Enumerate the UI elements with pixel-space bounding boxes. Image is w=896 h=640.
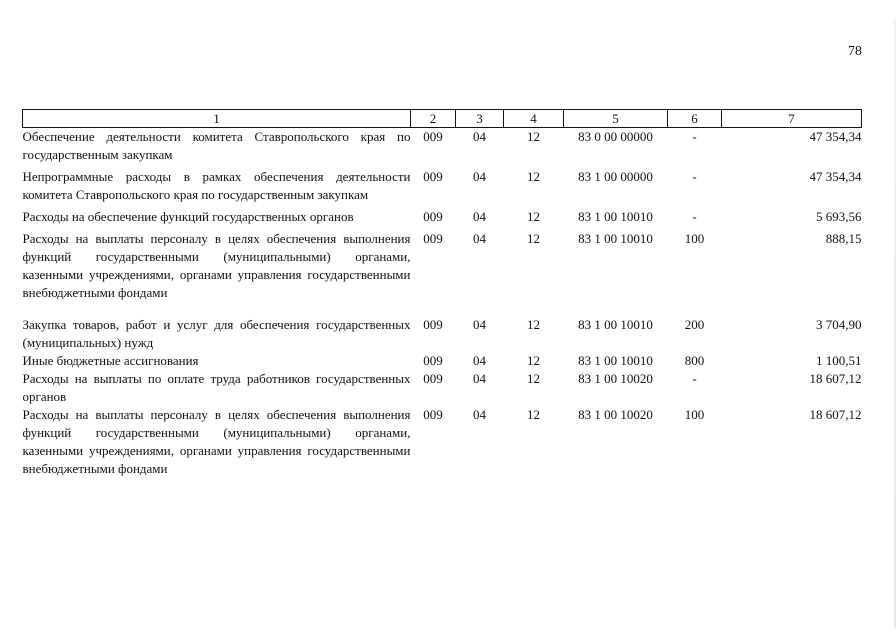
row-type: 100	[684, 407, 705, 422]
row-amount: 888,15	[825, 231, 862, 246]
header-col-4: 4	[504, 110, 564, 128]
row-type: 200	[684, 317, 705, 332]
table-row	[23, 164, 862, 204]
table-row	[23, 204, 862, 226]
row-target: 83 1 00 10010	[578, 209, 653, 224]
row-ministry: 009	[423, 231, 443, 246]
row-name: Расходы на выплаты персоналу в целях обеспечения выполнения функций государственными (муниципальными) органами, казенными учреждениями, органами управления государственными внебюджетными фондами	[22, 231, 411, 300]
row-type: 800	[684, 353, 705, 368]
row-section: 04	[473, 209, 486, 224]
table-row	[23, 226, 862, 302]
row-name: Иные бюджетные ассигнования	[22, 353, 199, 368]
header-col-6: 6	[668, 110, 722, 128]
row-name: Расходы на выплаты персоналу в целях обеспечения выполнения функций государственными (муниципальными) органами, казенными учреждениями, органами управления государственными внебюджетными фондами	[22, 407, 411, 476]
row-ministry: 009	[423, 353, 443, 368]
row-target: 83 1 00 10010	[578, 231, 653, 246]
row-section: 04	[473, 169, 486, 184]
row-ministry: 009	[423, 169, 443, 184]
row-section: 04	[473, 407, 486, 422]
row-ministry: 009	[423, 407, 443, 422]
header-col-7: 7	[722, 110, 862, 128]
row-ministry: 009	[423, 209, 443, 224]
row-ministry: 009	[423, 371, 443, 386]
row-target: 83 0 00 00000	[578, 129, 653, 144]
row-section: 04	[473, 353, 486, 368]
row-subsection: 12	[527, 209, 540, 224]
table-row	[23, 302, 862, 352]
row-section: 04	[473, 231, 486, 246]
row-amount: 5 693,56	[816, 209, 862, 224]
row-type: -	[692, 371, 697, 386]
budget-table	[22, 109, 862, 478]
row-type: 100	[684, 231, 705, 246]
row-type: -	[692, 169, 697, 184]
row-amount: 18 607,12	[809, 407, 862, 422]
row-name: Обеспечение деятельности комитета Ставропольского края по государственным закупкам	[22, 129, 411, 162]
page-number: 78	[848, 44, 862, 59]
row-amount: 18 607,12	[809, 371, 862, 386]
row-amount: 1 100,51	[816, 353, 862, 368]
row-target: 83 1 00 10020	[578, 407, 653, 422]
row-ministry: 009	[423, 129, 443, 144]
row-subsection: 12	[527, 407, 540, 422]
row-subsection: 12	[527, 353, 540, 368]
row-section: 04	[473, 129, 486, 144]
table-row	[23, 352, 862, 370]
header-col-2: 2	[411, 110, 456, 128]
row-name: Расходы на обеспечение функций государственных органов	[22, 209, 354, 224]
header-col-5: 5	[564, 110, 668, 128]
row-section: 04	[473, 371, 486, 386]
row-target: 83 1 00 10020	[578, 371, 653, 386]
row-section: 04	[473, 317, 486, 332]
table-row	[23, 370, 862, 406]
table-row	[23, 406, 862, 478]
row-amount: 3 704,90	[816, 317, 862, 332]
row-amount: 47 354,34	[809, 129, 862, 144]
row-subsection: 12	[527, 371, 540, 386]
row-subsection: 12	[527, 169, 540, 184]
row-target: 83 1 00 00000	[578, 169, 653, 184]
row-subsection: 12	[527, 317, 540, 332]
row-ministry: 009	[423, 317, 443, 332]
row-name: Закупка товаров, работ и услуг для обеспечения государственных (муниципальных) нужд	[22, 317, 411, 350]
header-col-1: 1	[23, 110, 411, 128]
row-target: 83 1 00 10010	[578, 353, 653, 368]
row-type: -	[692, 209, 697, 224]
row-type: -	[692, 129, 697, 144]
row-subsection: 12	[527, 231, 540, 246]
row-target: 83 1 00 10010	[578, 317, 653, 332]
table-row	[23, 128, 862, 165]
row-name: Расходы на выплаты по оплате труда работников государственных органов	[22, 371, 411, 404]
header-row	[23, 110, 862, 128]
row-amount: 47 354,34	[809, 169, 862, 184]
row-subsection: 12	[527, 129, 540, 144]
row-name: Непрограммные расходы в рамках обеспечения деятельности комитета Ставропольского края по государственным закупкам	[22, 169, 411, 202]
header-col-3: 3	[456, 110, 504, 128]
